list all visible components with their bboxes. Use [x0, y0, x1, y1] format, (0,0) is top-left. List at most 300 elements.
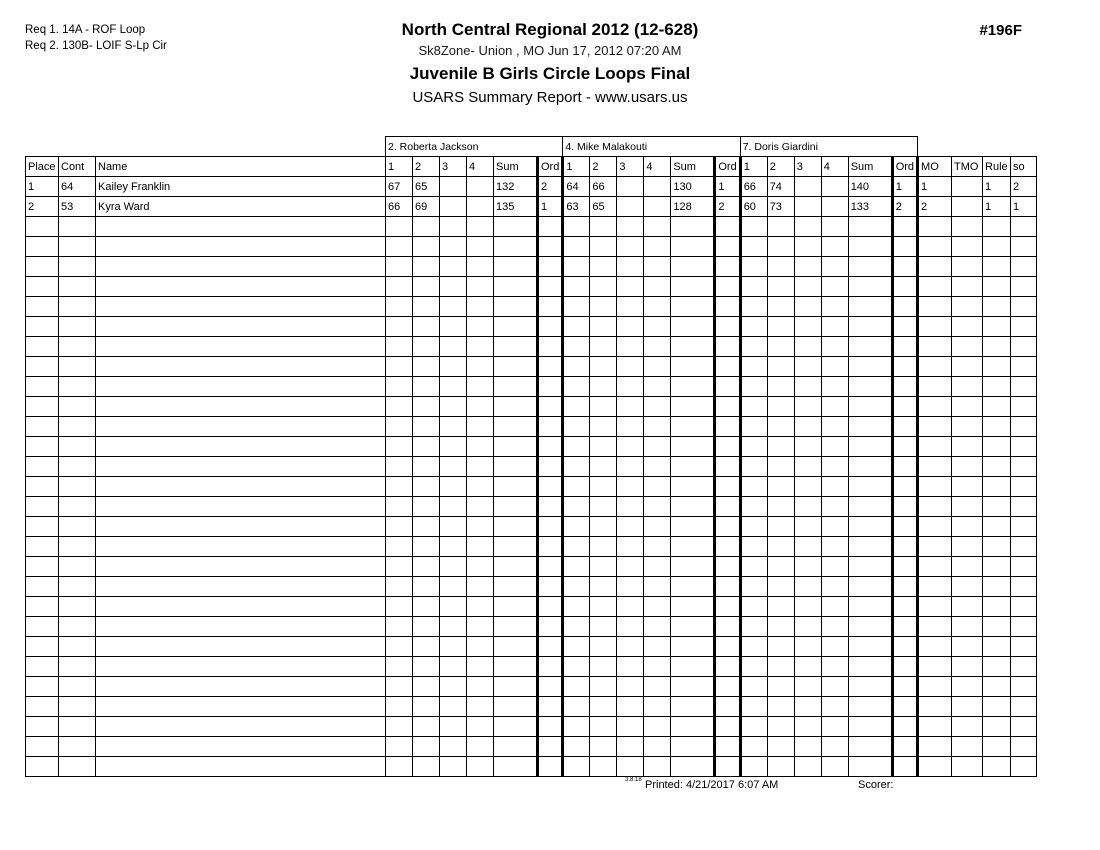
place-cell — [26, 377, 59, 397]
score-cell — [413, 697, 440, 717]
score-cell — [590, 477, 617, 497]
score-cell — [440, 517, 467, 537]
ord-cell — [538, 737, 563, 757]
tmo-cell — [952, 257, 983, 277]
score-cell — [440, 637, 467, 657]
score-cell — [821, 337, 848, 357]
mo-cell — [918, 557, 952, 577]
score-cell — [644, 377, 671, 397]
ord-cell — [538, 417, 563, 437]
score-cell — [740, 697, 767, 717]
score-cell — [386, 217, 413, 237]
mo-cell — [918, 337, 952, 357]
score-cell: 73 — [767, 197, 794, 217]
score-cell — [563, 677, 590, 697]
score-cell — [386, 617, 413, 637]
score-cell — [821, 317, 848, 337]
sum-cell — [671, 397, 715, 417]
score-cell — [386, 557, 413, 577]
tmo-cell — [952, 337, 983, 357]
score-cell — [617, 577, 644, 597]
sum-cell — [494, 717, 538, 737]
ord-cell — [715, 717, 740, 737]
empty-row — [26, 237, 1037, 257]
score-cell — [644, 217, 671, 237]
so-cell — [1011, 357, 1037, 377]
score-cell — [821, 277, 848, 297]
mo-cell — [918, 617, 952, 637]
name-cell — [96, 237, 386, 257]
rule-cell — [983, 697, 1011, 717]
ord-cell — [892, 357, 917, 377]
ord-cell — [892, 217, 917, 237]
score-cell — [440, 577, 467, 597]
score-cell — [821, 717, 848, 737]
score-cell — [821, 377, 848, 397]
sum-cell — [494, 577, 538, 597]
score-cell — [644, 197, 671, 217]
so-cell: 2 — [1011, 177, 1037, 197]
so-cell — [1011, 737, 1037, 757]
score-cell — [617, 377, 644, 397]
score-cell — [644, 397, 671, 417]
sum-cell — [494, 317, 538, 337]
score-cell — [590, 597, 617, 617]
score-cell — [467, 477, 494, 497]
ord-cell — [892, 477, 917, 497]
score-cell — [821, 737, 848, 757]
score-cell — [740, 297, 767, 317]
so-cell — [1011, 677, 1037, 697]
sum-cell — [671, 737, 715, 757]
empty-row — [26, 677, 1037, 697]
empty-row — [26, 617, 1037, 637]
score-cell — [413, 357, 440, 377]
score-cell — [767, 477, 794, 497]
sum-cell — [848, 277, 892, 297]
cont-cell — [59, 337, 96, 357]
rule-cell — [983, 677, 1011, 697]
score-cell — [386, 417, 413, 437]
score-cell — [386, 737, 413, 757]
score-cell: 67 — [386, 177, 413, 197]
rule-cell — [983, 577, 1011, 597]
score-cell — [467, 497, 494, 517]
rule-cell — [983, 537, 1011, 557]
mo-cell — [918, 717, 952, 737]
score-cell: 69 — [413, 197, 440, 217]
score-cell — [821, 197, 848, 217]
score-cell — [740, 517, 767, 537]
ord-cell — [715, 397, 740, 417]
cont-cell — [59, 417, 96, 437]
rule-cell — [983, 457, 1011, 477]
sum-cell — [671, 457, 715, 477]
score-cell — [794, 377, 821, 397]
sum-cell — [671, 277, 715, 297]
score-cell — [563, 357, 590, 377]
score-cell — [821, 457, 848, 477]
name-cell — [96, 637, 386, 657]
sum-cell — [848, 217, 892, 237]
score-cell — [767, 697, 794, 717]
judge-2-header: 4. Mike Malakouti — [563, 137, 740, 157]
score-cell — [617, 557, 644, 577]
mo-cell: 1 — [918, 177, 952, 197]
score-cell — [590, 297, 617, 317]
score-cell — [767, 637, 794, 657]
score-cell — [740, 217, 767, 237]
rule-cell — [983, 477, 1011, 497]
score-cell — [794, 317, 821, 337]
so-cell — [1011, 537, 1037, 557]
empty-row — [26, 357, 1037, 377]
score-cell — [467, 197, 494, 217]
mo-cell — [918, 237, 952, 257]
sum-cell — [671, 297, 715, 317]
score-cell — [617, 317, 644, 337]
ord-cell — [892, 497, 917, 517]
score-cell — [413, 277, 440, 297]
score-cell — [440, 257, 467, 277]
column-header-4: 4 — [821, 157, 848, 177]
score-cell — [590, 397, 617, 417]
ord-cell — [892, 637, 917, 657]
tmo-cell — [952, 397, 983, 417]
score-cell — [440, 297, 467, 317]
ord-cell — [715, 617, 740, 637]
column-header-3: 3 — [440, 157, 467, 177]
score-cell: 60 — [740, 197, 767, 217]
sum-cell — [494, 237, 538, 257]
score-cell — [563, 217, 590, 237]
score-cell — [821, 397, 848, 417]
sum-cell — [671, 477, 715, 497]
empty-row — [26, 337, 1037, 357]
score-cell — [590, 217, 617, 237]
score-cell — [590, 437, 617, 457]
score-cell — [794, 437, 821, 457]
score-cell — [563, 517, 590, 537]
rule-cell — [983, 617, 1011, 637]
score-cell — [413, 337, 440, 357]
score-cell — [767, 317, 794, 337]
score-cell — [767, 217, 794, 237]
score-cell — [644, 177, 671, 197]
mo-cell — [918, 577, 952, 597]
sum-cell: 130 — [671, 177, 715, 197]
sum-cell — [848, 297, 892, 317]
score-cell — [740, 717, 767, 737]
empty-row — [26, 417, 1037, 437]
score-cell — [413, 237, 440, 257]
score-cell — [467, 717, 494, 737]
ord-cell: 1 — [715, 177, 740, 197]
ord-cell — [715, 277, 740, 297]
sum-cell — [848, 617, 892, 637]
score-cell — [413, 437, 440, 457]
score-cell — [821, 177, 848, 197]
score-cell — [413, 217, 440, 237]
table-row — [26, 197, 1037, 217]
so-cell — [1011, 717, 1037, 737]
score-cell — [644, 417, 671, 437]
so-cell — [1011, 657, 1037, 677]
score-cell — [386, 477, 413, 497]
score-cell — [644, 497, 671, 517]
score-cell — [590, 737, 617, 757]
score-cell — [794, 217, 821, 237]
score-cell — [590, 497, 617, 517]
score-cell — [440, 617, 467, 637]
score-cell — [617, 437, 644, 457]
name-cell — [96, 497, 386, 517]
column-header-tmo: TMO — [952, 157, 983, 177]
score-cell — [821, 697, 848, 717]
score-cell — [740, 357, 767, 377]
score-cell — [440, 697, 467, 717]
empty-row — [26, 697, 1037, 717]
tmo-cell — [952, 437, 983, 457]
score-cell — [386, 377, 413, 397]
sum-cell — [848, 517, 892, 537]
score-cell — [740, 277, 767, 297]
score-cell — [413, 757, 440, 777]
ord-cell — [715, 737, 740, 757]
ord-cell — [892, 537, 917, 557]
ord-cell — [715, 677, 740, 697]
score-cell — [821, 497, 848, 517]
ord-cell — [715, 297, 740, 317]
so-cell — [1011, 477, 1037, 497]
requirement-2: Req 2. 130B- LOIF S-Lp Cir — [25, 40, 167, 53]
score-cell — [467, 257, 494, 277]
column-header-ord: Ord — [538, 157, 563, 177]
tmo-cell — [952, 697, 983, 717]
score-cell — [794, 637, 821, 657]
score-cell — [440, 557, 467, 577]
score-cell — [794, 597, 821, 617]
name-cell — [96, 577, 386, 597]
score-cell — [467, 237, 494, 257]
sum-cell — [671, 557, 715, 577]
mo-cell — [918, 457, 952, 477]
ord-cell — [892, 577, 917, 597]
score-cell — [563, 277, 590, 297]
score-cell — [794, 677, 821, 697]
score-cell — [644, 597, 671, 617]
sum-cell — [671, 357, 715, 377]
ord-cell — [538, 617, 563, 637]
score-cell — [590, 237, 617, 257]
sum-cell — [671, 617, 715, 637]
judge-1-header: 2. Roberta Jackson — [386, 137, 563, 157]
ord-cell — [715, 657, 740, 677]
score-cell — [563, 337, 590, 357]
ord-cell — [892, 337, 917, 357]
ord-cell — [892, 237, 917, 257]
column-header-place: Place — [26, 157, 59, 177]
name-cell — [96, 217, 386, 237]
score-cell — [467, 217, 494, 237]
score-cell — [821, 537, 848, 557]
name-cell — [96, 337, 386, 357]
score-cell — [413, 677, 440, 697]
rule-cell — [983, 437, 1011, 457]
score-cell — [767, 397, 794, 417]
score-cell — [563, 557, 590, 577]
tmo-cell — [952, 277, 983, 297]
score-cell — [740, 317, 767, 337]
score-cell — [617, 397, 644, 417]
mo-cell — [918, 757, 952, 777]
sum-cell — [671, 757, 715, 777]
mo-cell — [918, 737, 952, 757]
ord-cell — [892, 757, 917, 777]
empty-row — [26, 397, 1037, 417]
rule-cell: 1 — [983, 197, 1011, 217]
cont-cell — [59, 637, 96, 657]
so-cell: 1 — [1011, 197, 1037, 217]
ord-cell: 2 — [715, 197, 740, 217]
tmo-cell — [952, 517, 983, 537]
empty-row — [26, 377, 1037, 397]
sum-cell — [494, 417, 538, 437]
sum-cell — [848, 337, 892, 357]
score-cell — [467, 417, 494, 437]
score-cell — [821, 517, 848, 537]
ord-cell — [892, 417, 917, 437]
score-cell — [440, 217, 467, 237]
sum-cell — [671, 417, 715, 437]
score-cell — [821, 297, 848, 317]
score-cell — [563, 697, 590, 717]
so-cell — [1011, 457, 1037, 477]
sum-cell — [494, 397, 538, 417]
ord-cell — [892, 597, 917, 617]
tmo-cell — [952, 417, 983, 437]
sum-cell — [494, 357, 538, 377]
ord-cell — [892, 457, 917, 477]
cont-cell — [59, 397, 96, 417]
score-cell — [617, 637, 644, 657]
rule-cell — [983, 637, 1011, 657]
score-cell — [740, 757, 767, 777]
score-cell — [440, 277, 467, 297]
sum-cell — [671, 657, 715, 677]
score-cell — [590, 317, 617, 337]
score-cell — [617, 257, 644, 277]
score-cell — [467, 677, 494, 697]
score-cell — [821, 437, 848, 457]
score-cell — [644, 317, 671, 337]
column-header-2: 2 — [590, 157, 617, 177]
mo-cell — [918, 297, 952, 317]
mo-cell — [918, 217, 952, 237]
score-cell — [563, 537, 590, 557]
score-cell — [794, 477, 821, 497]
score-cell — [644, 537, 671, 557]
ord-cell — [715, 417, 740, 437]
ord-cell — [892, 677, 917, 697]
place-cell — [26, 297, 59, 317]
name-cell — [96, 257, 386, 277]
score-cell — [413, 717, 440, 737]
score-cell — [767, 297, 794, 317]
sum-cell — [494, 217, 538, 237]
score-cell — [563, 497, 590, 517]
score-cell — [617, 537, 644, 557]
sum-cell — [848, 497, 892, 517]
score-cell — [467, 597, 494, 617]
score-cell — [821, 417, 848, 437]
ord-cell — [538, 757, 563, 777]
so-cell — [1011, 397, 1037, 417]
tmo-cell — [952, 357, 983, 377]
ord-cell — [892, 257, 917, 277]
cont-cell — [59, 697, 96, 717]
name-cell — [96, 317, 386, 337]
tmo-cell — [952, 737, 983, 757]
ord-cell — [538, 577, 563, 597]
printed-timestamp: Printed: 4/21/2017 6:07 AM — [645, 779, 779, 791]
mo-cell — [918, 657, 952, 677]
tmo-cell — [952, 657, 983, 677]
sum-cell — [494, 277, 538, 297]
place-cell — [26, 417, 59, 437]
sum-cell — [848, 477, 892, 497]
rule-cell — [983, 217, 1011, 237]
score-cell — [767, 597, 794, 617]
score-cell — [644, 617, 671, 637]
score-cell — [617, 457, 644, 477]
tmo-cell — [952, 717, 983, 737]
score-cell — [440, 597, 467, 617]
place-cell — [26, 437, 59, 457]
venue-date-line: Sk8Zone- Union , MO Jun 17, 2012 07:20 AM — [418, 43, 682, 58]
mo-cell — [918, 377, 952, 397]
table-row — [26, 177, 1037, 197]
score-cell — [440, 457, 467, 477]
sum-cell — [848, 257, 892, 277]
name-cell — [96, 597, 386, 617]
rule-cell — [983, 277, 1011, 297]
empty-row — [26, 277, 1037, 297]
score-cell — [467, 337, 494, 357]
score-cell — [563, 657, 590, 677]
rule-cell — [983, 717, 1011, 737]
name-cell — [96, 657, 386, 677]
sum-cell — [494, 537, 538, 557]
ord-cell — [538, 297, 563, 317]
score-cell — [821, 217, 848, 237]
name-cell — [96, 677, 386, 697]
mo-cell — [918, 397, 952, 417]
ord-cell — [538, 217, 563, 237]
ord-cell — [892, 517, 917, 537]
ord-cell — [715, 257, 740, 277]
score-cell — [740, 257, 767, 277]
sum-cell: 133 — [848, 197, 892, 217]
sum-cell — [494, 457, 538, 477]
mo-cell — [918, 417, 952, 437]
so-cell — [1011, 597, 1037, 617]
score-cell — [767, 757, 794, 777]
score-cell — [794, 517, 821, 537]
ord-cell — [892, 717, 917, 737]
score-cell — [794, 337, 821, 357]
ord-cell — [715, 377, 740, 397]
